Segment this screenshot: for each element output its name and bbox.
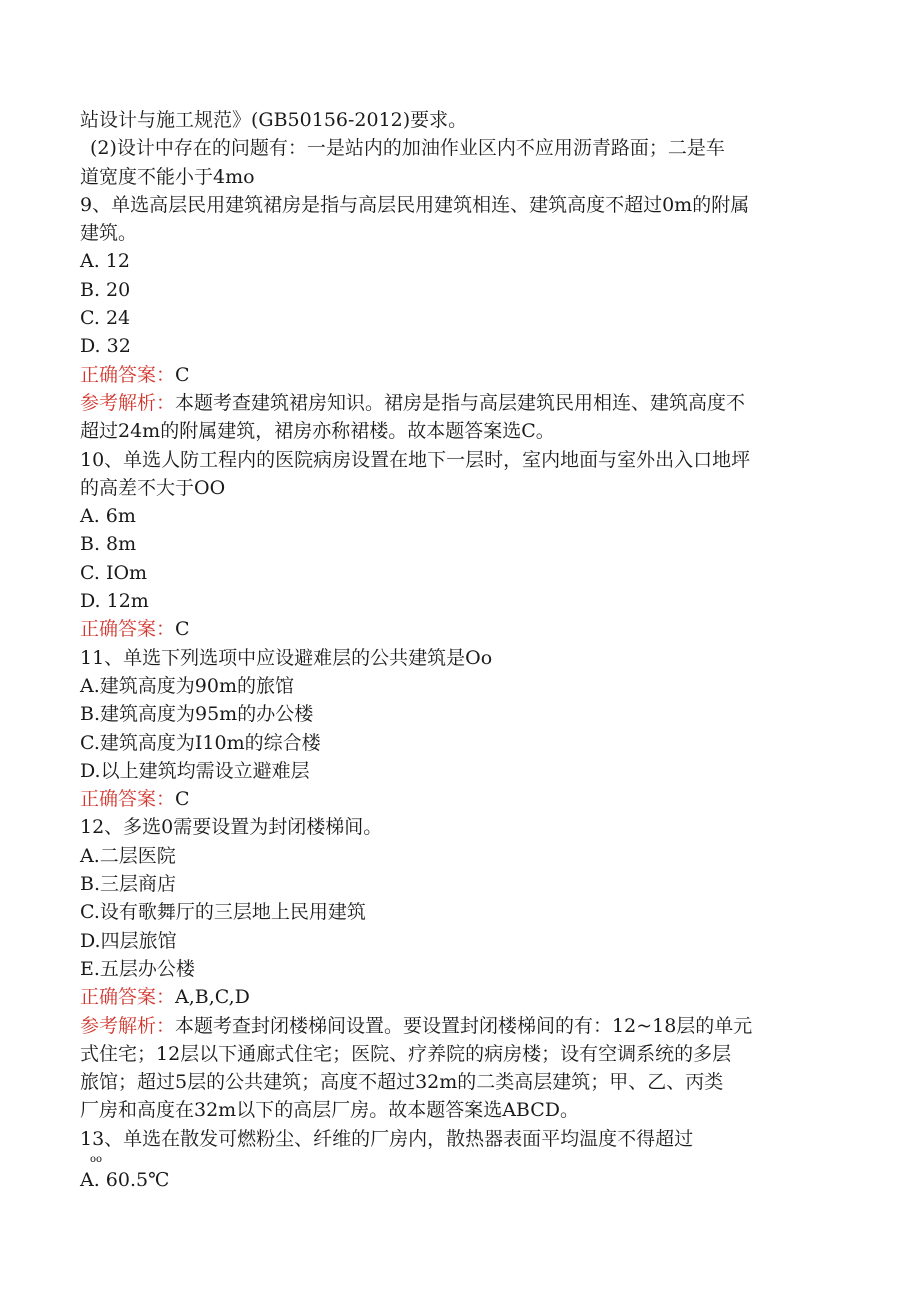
text-line: 9、单选高层民用建筑裙房是指与高层民用建筑相连、建筑高度不超过0m的附属 [80,193,750,216]
text-line: 超过24m的附属建筑，裙房亦称裙楼。故本题答案选C。 [80,420,555,443]
text-line: B. 8m [80,533,137,556]
answer-label: 正确答案： [80,788,176,811]
text-line: B. 20 [80,278,131,301]
answer-label: 参考解析： [80,391,176,414]
text-line: 厂房和高度在32m以下的高层厂房。故本题答案选ABCD。 [80,1099,580,1122]
text-line: C. IOm [80,561,148,584]
text-line: C.建筑高度为I10m的综合楼 [80,731,321,754]
answer-text: A,B,C,D [175,986,250,1009]
text-line: C. 24 [80,307,131,330]
superscript-mark: oo [90,1153,103,1165]
answer-line [80,615,840,643]
answer-label: 正确答案： [80,618,176,641]
text-line: 11、单选下列选项中应设避难层的公共建筑是Oo [80,646,493,669]
answer-label: 正确答案： [80,986,176,1009]
text-line: A.建筑高度为90m的旅馆 [80,674,294,697]
answer-line [80,361,840,389]
text-line: (2)设计中存在的问题有：一是站内的加油作业区内不应用沥青路面；二是车 [90,137,725,160]
document-body [80,106,840,1193]
answer-line [80,1012,840,1040]
text-line: D.以上建筑均需设立避难层 [80,759,310,782]
text-line: D. 32 [80,335,131,358]
answer-line [80,785,840,813]
answer-text: 本题考查封闭楼梯间设置。要设置封闭楼梯间的有：12~18层的单元 [175,1014,753,1037]
text-line: 站设计与施工规范》(GB50156-2012)要求。 [80,109,468,131]
answer-text: C [175,363,190,386]
text-line: D. 12m [80,590,149,613]
text-line: A. 12 [80,250,130,273]
text-line: A.二层医院 [80,844,176,867]
text-line: 道宽度不能小于4mo [80,165,255,188]
text-line: 12、多选0需要设置为封闭楼梯间。 [80,816,383,839]
text-line: 建筑。 [80,222,138,245]
text-line: A. 6m [80,505,136,528]
text-line: B.三层商店 [80,873,177,896]
answer-label: 正确答案： [80,363,176,386]
answer-line [80,389,840,417]
text-line: 式住宅；12层以下通廊式住宅；医院、疗养院的病房楼；设有空调系统的多层 [80,1042,732,1065]
answer-text: C [175,618,190,641]
text-line: 旅馆；超过5层的公共建筑；高度不超过32m的二类高层建筑；甲、乙、丙类 [80,1071,724,1094]
answer-text: C [175,788,190,811]
text-line: E.五层办公楼 [80,957,195,980]
text-line: D.四层旅馆 [80,929,177,952]
text-line: A. 60.5℃ [80,1168,170,1191]
text-line: C.设有歌舞厅的三层地上民用建筑 [80,901,366,924]
text-line: 10、单选人防工程内的医院病房设置在地下一层时，室内地面与室外出入口地坪 [80,448,751,471]
text-line: 的高差不大于OO [80,476,226,499]
text-line: 13、单选在散发可燃粉尘、纤维的厂房内，散热器表面平均温度不得超过 [80,1127,694,1150]
answer-line [80,983,840,1011]
answer-text: 本题考查建筑裙房知识。裙房是指与高层建筑民用相连、建筑高度不 [175,391,746,414]
answer-label: 参考解析： [80,1014,176,1037]
text-line: B.建筑高度为95m的办公楼 [80,703,314,726]
